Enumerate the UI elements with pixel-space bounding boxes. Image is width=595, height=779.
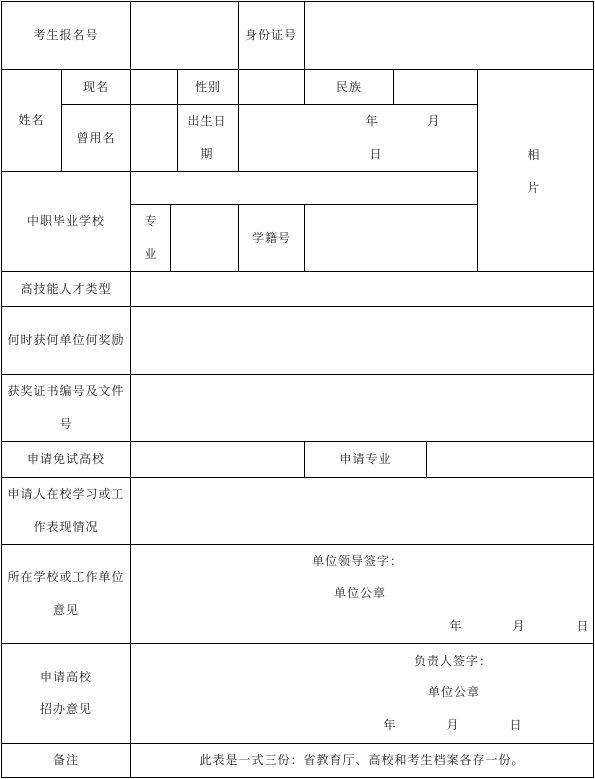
school-opinion-day-label: 日 bbox=[509, 717, 523, 732]
school-label: 中职毕业学校 bbox=[26, 214, 105, 228]
award-info-label: 何时获何单位何奖励 bbox=[7, 333, 125, 347]
exam-number-label: 考生报名号 bbox=[33, 28, 99, 42]
school-seal-label: 单位公章 bbox=[428, 684, 481, 699]
school-opinion-label-line2: 招办意见 bbox=[39, 701, 92, 716]
current-name-label: 现名 bbox=[82, 79, 109, 94]
rule bbox=[238, 1, 239, 69]
rule bbox=[170, 204, 171, 271]
remarks-label: 备注 bbox=[52, 753, 79, 767]
id-card-label: 身份证号 bbox=[244, 28, 297, 42]
gender-label: 性别 bbox=[194, 79, 221, 94]
student-number-label: 学籍号 bbox=[251, 230, 291, 245]
rule bbox=[1, 643, 594, 644]
rule bbox=[130, 1, 131, 778]
unit-opinion-label: 所在学校或工作单位意见 bbox=[7, 570, 125, 617]
rule bbox=[304, 204, 305, 271]
rule bbox=[426, 441, 427, 477]
school-opinion-label-line1: 申请高校 bbox=[39, 669, 92, 684]
unit-opinion-day-label: 日 bbox=[576, 618, 590, 633]
unit-seal-label: 单位公章 bbox=[334, 585, 387, 600]
talent-type-label: 高技能人才类型 bbox=[20, 281, 112, 296]
rule bbox=[477, 69, 478, 271]
rule bbox=[393, 69, 394, 104]
apply-major-label: 申请专业 bbox=[339, 452, 392, 466]
rule bbox=[593, 1, 594, 778]
remarks-text: 此表是一式三份：省教育厅、高校和考生档案各存一份。 bbox=[199, 753, 525, 767]
rule bbox=[304, 1, 305, 69]
school-opinion-month-label: 月 bbox=[446, 717, 460, 732]
rule bbox=[1, 777, 594, 778]
name-label: 姓名 bbox=[18, 113, 45, 127]
ethnicity-label: 民族 bbox=[335, 79, 362, 94]
unit-opinion-year-label: 年 bbox=[449, 618, 463, 633]
birth-year-label: 年 bbox=[365, 113, 379, 128]
birth-month-label: 月 bbox=[427, 113, 441, 128]
exempt-school-label: 申请免试高校 bbox=[26, 452, 105, 466]
leader-signature-label: 单位领导签字： bbox=[312, 553, 404, 568]
major-label: 专业 bbox=[144, 214, 158, 261]
responsible-signature-label: 负责人签字： bbox=[414, 653, 493, 668]
birth-day-label: 日 bbox=[369, 146, 383, 161]
school-opinion-year-label: 年 bbox=[383, 717, 397, 732]
certificate-number-label: 获奖证书编号及文件号 bbox=[7, 384, 125, 431]
photo-label: 相片 bbox=[527, 148, 541, 195]
performance-label: 申请人在校学习或工作表现情况 bbox=[7, 487, 125, 534]
birth-date-label: 出生日期 bbox=[187, 114, 227, 161]
rule bbox=[238, 69, 239, 171]
former-name-label: 曾用名 bbox=[76, 130, 116, 145]
unit-opinion-month-label: 月 bbox=[512, 618, 526, 633]
